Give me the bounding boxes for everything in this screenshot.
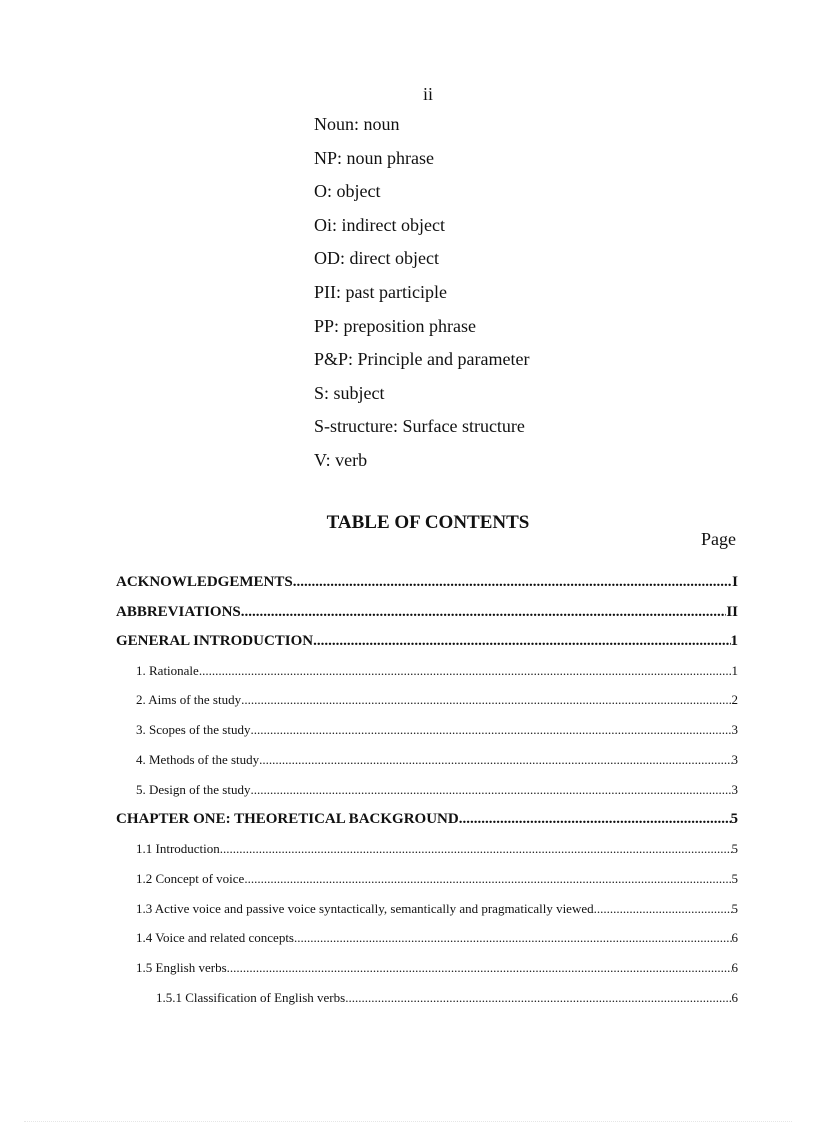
toc-entry-label: GENERAL INTRODUCTION (116, 633, 314, 649)
toc-entry-page: 3 (731, 722, 738, 738)
toc-entry-label: ACKNOWLEDGEMENTS (116, 574, 293, 590)
toc-page-column-label: Page (701, 529, 736, 549)
dot-leader (241, 600, 727, 624)
dot-leader (199, 659, 732, 683)
abbreviation-list (314, 113, 529, 483)
dot-leader (250, 778, 731, 802)
toc-entry-page: 1 (730, 633, 738, 649)
toc-entry-label: 1.3 Active voice and passive voice syntactically, semantically and pragmatically viewed (136, 900, 594, 916)
abbreviation-item: V: verb (314, 449, 368, 470)
toc-entry-design[interactable] (116, 778, 738, 808)
toc-entry-page: 6 (731, 960, 738, 976)
toc-entry-page: 2 (731, 692, 738, 708)
toc-entry-label: 1.5 English verbs (136, 960, 227, 976)
dot-leader (293, 570, 732, 594)
toc-entry-page: I (732, 574, 738, 590)
dot-leader (220, 837, 732, 861)
dot-leader (244, 867, 731, 891)
abbreviation-item: S-structure: Surface structure (314, 416, 525, 437)
toc-entry-chapter-one[interactable] (116, 807, 738, 837)
toc-entry-label: 1.4 Voice and related concepts (136, 930, 294, 946)
dot-leader (345, 986, 731, 1010)
toc-entry-page: 6 (731, 989, 738, 1005)
toc-entry-classification-of-english-verbs[interactable] (116, 986, 738, 1016)
toc-entry-label: 2. Aims of the study (136, 692, 242, 708)
dot-leader (313, 629, 730, 653)
page-bottom-divider (24, 1121, 792, 1122)
toc-entry-page: II (726, 603, 738, 620)
toc-entry-methods[interactable] (116, 748, 738, 778)
page-number: ii (422, 84, 433, 104)
toc-entry-page: 5 (730, 811, 738, 828)
toc-entry-label: 1. Rationale (136, 662, 199, 678)
dot-leader (250, 718, 731, 742)
toc-entry-rationale[interactable] (116, 659, 738, 689)
toc-entry-label: 5. Design of the study (136, 781, 251, 797)
toc-entry-active-passive-voice[interactable] (116, 897, 738, 927)
toc-entry-page: 6 (731, 930, 738, 946)
toc-entry-page: 5 (731, 840, 738, 856)
abbreviation-item: OD: direct object (314, 248, 439, 269)
toc-entry-page: 1 (731, 662, 738, 678)
dot-leader (459, 807, 731, 831)
toc-entry-label: 1.5.1 Classification of English verbs (156, 989, 346, 1005)
dot-leader (259, 748, 731, 772)
toc-entry-scopes[interactable] (116, 718, 738, 748)
abbreviation-item: Oi: indirect object (314, 214, 445, 235)
toc-entry-page: 5 (731, 900, 738, 916)
dot-leader (594, 897, 732, 921)
toc-entry-label: 1.2 Concept of voice (136, 870, 245, 886)
dot-leader (241, 688, 731, 712)
table-of-contents (116, 570, 738, 1016)
toc-entry-label: 4. Methods of the study (136, 751, 260, 767)
toc-entry-aims[interactable] (116, 688, 738, 718)
toc-entry-english-verbs[interactable] (116, 956, 738, 986)
abbreviation-item: NP: noun phrase (314, 147, 434, 168)
toc-entry-abbreviations[interactable] (116, 600, 738, 630)
dot-leader (294, 926, 732, 950)
toc-entry-page: 3 (731, 781, 738, 797)
toc-title: TABLE OF CONTENTS (326, 512, 530, 533)
toc-entry-introduction[interactable] (116, 837, 738, 867)
toc-entry-page: 3 (731, 751, 738, 767)
toc-entry-label: 3. Scopes of the study (136, 722, 251, 738)
dot-leader (227, 956, 732, 980)
toc-entry-concept-of-voice[interactable] (116, 867, 738, 897)
toc-entry-label: 1.1 Introduction (136, 840, 220, 856)
abbreviation-item: PP: preposition phrase (314, 315, 476, 336)
abbreviation-item: S: subject (314, 382, 385, 403)
toc-entry-acknowledgements[interactable] (116, 570, 738, 600)
toc-entry-label: CHAPTER ONE: THEORETICAL BACKGROUND (116, 811, 459, 828)
abbreviation-item: Noun: noun (314, 114, 400, 134)
abbreviation-item: PII: past participle (314, 281, 447, 302)
abbreviation-item: P&P: Principle and parameter (314, 349, 530, 370)
toc-entry-general-introduction[interactable] (116, 629, 738, 659)
toc-entry-page: 5 (731, 870, 738, 886)
toc-entry-voice-related-concepts[interactable] (116, 926, 738, 956)
abbreviation-item: O: object (314, 181, 381, 202)
toc-entry-label: ABBREVIATIONS (116, 603, 241, 620)
